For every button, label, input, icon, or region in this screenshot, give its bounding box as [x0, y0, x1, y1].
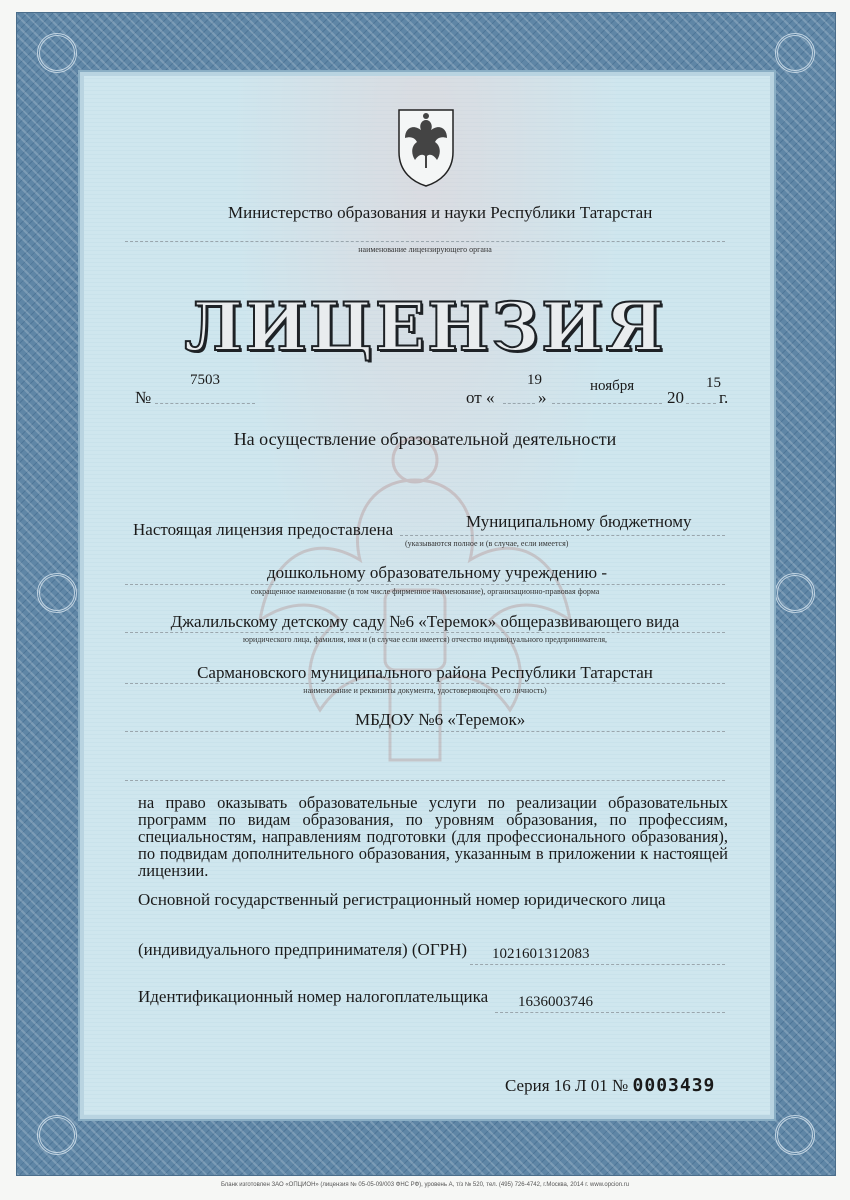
year-prefix: 20 [667, 388, 684, 407]
license-day: 19 [527, 372, 542, 388]
serial-series: 16 Л 01 [553, 1076, 608, 1095]
licensee-line-1: Муниципальному бюджетному [466, 512, 692, 531]
month-underline [552, 403, 662, 404]
document-title: ЛИЦЕНЗИЯ [184, 288, 666, 366]
inn-underline [495, 1012, 725, 1013]
licensee-caption-4: наименование и реквизиты документа, удостоверяющего его личность) [303, 686, 547, 695]
licensee-line-4: Сармановского муниципального района Республики Татарстан [197, 663, 653, 682]
year-abbr: г. [719, 388, 729, 407]
licensee-underline-1 [400, 535, 725, 536]
ministry-underline [125, 241, 725, 242]
serial-label: Серия [505, 1076, 550, 1095]
license-number: 7503 [190, 372, 220, 388]
ogrn-underline [470, 964, 725, 965]
date-quote-close: » [538, 388, 547, 407]
corner-ornament [37, 1115, 77, 1155]
licensee-caption-2: сокращенное наименование (в том числе фирменное наименование), организационно-правовая форма [250, 587, 600, 596]
serial-block [505, 1075, 715, 1096]
ogrn-label-1: Основной государственный регистрационный номер юридического лица [138, 890, 666, 909]
licensee-caption-1: (указываются полное и (в случае, если имеется) [405, 539, 569, 548]
corner-ornament [37, 33, 77, 73]
serial-number-sign: № [612, 1076, 629, 1095]
licensee-underline-6 [125, 780, 725, 781]
inn-label: Идентификационный номер налогоплательщика [138, 987, 489, 1006]
day-underline [503, 403, 535, 404]
licensee-short-name: МБДОУ №6 «Теремок» [355, 710, 526, 729]
ogrn-value: 1021601312083 [492, 946, 590, 962]
year-suffix: 15 [706, 375, 721, 391]
year-underline [686, 403, 716, 404]
licensee-line-3: Джалильскому детскому саду №6 «Теремок» общеразвивающего вида [170, 612, 680, 631]
coat-of-arms-icon [395, 104, 457, 188]
ministry-name: Министерство образования и науки Республики Татарстан [228, 203, 653, 222]
corner-ornament [775, 33, 815, 73]
ministry-caption: наименование лицензирующего органа [358, 245, 492, 254]
ogrn-label-2: (индивидуального предпринимателя) (ОГРН) [138, 940, 468, 959]
licensee-underline-3 [125, 632, 725, 633]
granted-label: Настоящая лицензия предоставлена [133, 520, 394, 539]
number-underline [155, 403, 255, 404]
corner-ornament [775, 1115, 815, 1155]
serial-number: 0003439 [632, 1075, 716, 1096]
licensee-caption-3: юридического лица, фамилия, имя и (в случае если имеется) отчество индивидуального предпринимателя, [242, 635, 608, 644]
licensee-underline-2 [125, 584, 725, 585]
license-purpose: На осуществление образовательной деятельности [233, 429, 617, 449]
rights-paragraph: на право оказывать образовательные услуги по реализации образовательных программ по видам образования, по уровням образования, по профессиям, специальностям, направлениям подготовки (для профессионального образования), по подвидам дополнительного образования, указанным в приложении к настоящей лицензии. [138, 793, 728, 880]
inn-value: 1636003746 [518, 994, 593, 1010]
licensee-line-2: дошкольному образовательному учреждению - [267, 563, 607, 582]
number-sign: № [135, 388, 152, 407]
eagle-watermark-icon [250, 420, 580, 800]
licensee-underline-4 [125, 683, 725, 684]
licensee-underline-5 [125, 731, 725, 732]
license-month: ноября [590, 378, 635, 394]
printer-footer: Бланк изготовлен ЗАО «ОПЦИОН» (лицензия № 05-05-09/003 ФНС РФ), уровень А, т/з № 520, тел. (495) 726-4742, г.Москва, 2014 г. www.opcion.ru [220, 1182, 630, 1188]
date-from-label: от « [466, 388, 495, 407]
